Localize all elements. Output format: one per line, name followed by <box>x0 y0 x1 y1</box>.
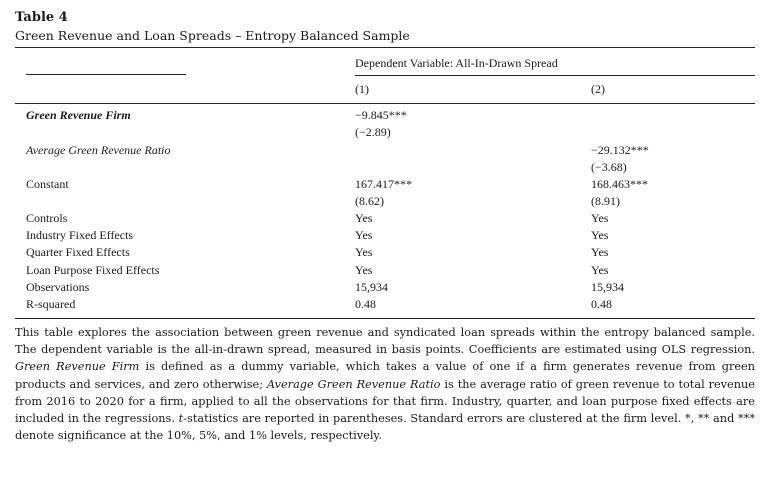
row-label-observations: Observations <box>26 280 90 294</box>
note-italic-t: t <box>178 412 184 426</box>
quarter-fe-col1: Yes <box>355 245 373 259</box>
coef-constant-col1: 167.417*** <box>355 177 412 191</box>
stub-rule <box>26 74 186 75</box>
table-number: Table 4 <box>15 10 68 25</box>
row-label-constant: Constant <box>26 177 69 191</box>
note-part-3: is the average ratio of green revenue to total revenue from 2016 to 2020 for a firm, applied to all the observations for that firm. Industry, quarter, and loan purpose fixed effects are included in the regressions. <box>15 377 755 426</box>
note-italic-average-green-revenue-ratio: Average Green Revenue Ratio <box>266 377 441 391</box>
mid-rule <box>15 103 755 104</box>
row-label-quarter-fixed-effects: Quarter Fixed Effects <box>26 245 130 259</box>
tstat-constant-col1: (8.62) <box>355 194 384 208</box>
controls-col2: Yes <box>591 211 609 225</box>
top-rule <box>15 47 755 48</box>
dependent-variable-header: Dependent Variable: All-In-Drawn Spread <box>355 56 558 70</box>
tstat-constant-col2: (8.91) <box>591 194 620 208</box>
row-label-r-squared: R-squared <box>26 297 76 311</box>
note-part-1: This table explores the association between green revenue and syndicated loan spreads within the entropy balanced sample. The dependent variable is the all-in-drawn spread, measured in basis points. Coefficients are estimated using OLS regression. <box>15 326 755 357</box>
loan-purpose-fe-col1: Yes <box>355 263 373 277</box>
coef-green-revenue-firm-col1: −9.845*** <box>355 108 407 122</box>
header-rule <box>355 75 755 76</box>
r-squared-col2: 0.48 <box>591 297 612 311</box>
row-label-average-green-revenue-ratio: Average Green Revenue Ratio <box>26 143 171 157</box>
controls-col1: Yes <box>355 211 373 225</box>
column-header-2: (2) <box>591 82 605 96</box>
bottom-rule <box>15 318 755 319</box>
table-note <box>15 324 755 444</box>
industry-fe-col1: Yes <box>355 228 373 242</box>
row-label-green-revenue-firm: Green Revenue Firm <box>26 108 131 122</box>
observations-col1: 15,934 <box>355 280 388 294</box>
column-header-1: (1) <box>355 82 369 96</box>
tstat-average-green-revenue-ratio-col2: (−3.68) <box>591 160 627 174</box>
row-label-industry-fixed-effects: Industry Fixed Effects <box>26 228 134 242</box>
r-squared-col1: 0.48 <box>355 297 376 311</box>
row-label-controls: Controls <box>26 211 68 225</box>
note-italic-green-revenue-firm: Green Revenue Firm <box>15 360 140 374</box>
table-title: Green Revenue and Loan Spreads – Entropy Balanced Sample <box>15 28 410 43</box>
tstat-green-revenue-firm-col1: (−2.89) <box>355 125 391 139</box>
quarter-fe-col2: Yes <box>591 245 609 259</box>
note-part-4: -statistics are reported in parentheses. Standard errors are clustered at the firm level. *, ** and *** denote significance at the 10%, 5%, and 1% levels, respectively. <box>15 412 755 443</box>
coef-average-green-revenue-ratio-col2: −29.132*** <box>591 143 649 157</box>
loan-purpose-fe-col2: Yes <box>591 263 609 277</box>
note-part-2: is defined as a dummy variable, which takes a value of one if a firm generates revenue from green products and services, and zero otherwise; <box>15 360 756 391</box>
industry-fe-col2: Yes <box>591 228 609 242</box>
row-label-loan-purpose-fixed-effects: Loan Purpose Fixed Effects <box>26 263 160 277</box>
observations-col2: 15,934 <box>591 280 624 294</box>
coef-constant-col2: 168.463*** <box>591 177 648 191</box>
